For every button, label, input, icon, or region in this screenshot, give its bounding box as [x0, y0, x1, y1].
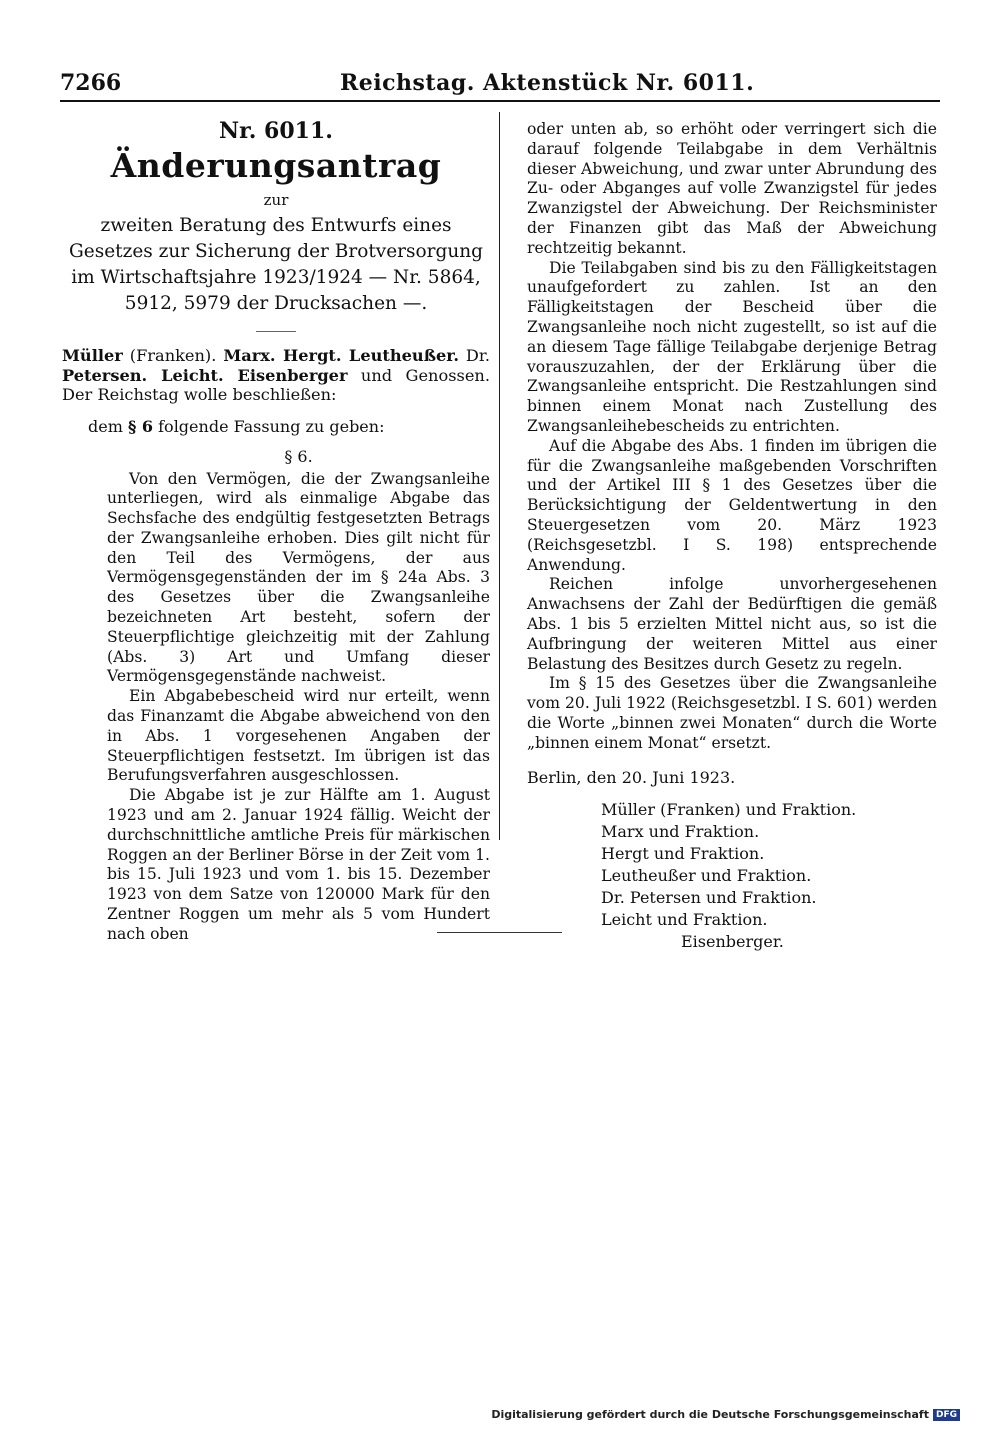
section-body: [62, 447, 490, 945]
paragraph: Reichen infolge unvorhergesehenen Anwachsens der Zahl der Bedürftigen die gemäß Abs. 1 bis 5 erzielten Mittel nicht aus, so ist die Aufbringung der weiteren Mittel aus einer Belastung des Besitzes durch Gesetz zu regeln.: [527, 575, 937, 673]
signature-date: Berlin, den 20. Juni 1923.: [527, 767, 736, 787]
movers-paragraph: [62, 346, 490, 405]
signatory: Hergt und Fraktion.: [601, 843, 765, 863]
document-zur: zur: [263, 191, 289, 209]
document-number: Nr. 6011.: [219, 118, 333, 144]
document-subject: zweiten Beratung des Entwurfs eines Gesetzes zur Sicherung der Brotversorgung im Wirtschaftsjahre 1923/1924 — Nr. 5864, 5912, 5979 der Drucksachen —.: [68, 215, 484, 314]
signatory: Dr. Petersen und Fraktion.: [601, 887, 817, 907]
left-column: [62, 110, 490, 945]
end-rule: [437, 932, 562, 933]
section-heading: § 6.: [284, 446, 313, 466]
paragraph: Die Teilabgaben sind bis zu den Fälligkeitstagen unaufgefordert zu zahlen. Ist an den Fälligkeitstagen der Bescheid über die Zwangsanleihe noch nicht zugestellt, so ist auf die an diesem Tage fällige Teilabgabe derjenige Betrag vorauszuzahlen, der der Erklärung über die Zwangsanleihe entspricht. Die Restzahlungen sind binnen einem Monat nach Zustellung des Zwangsanleihebescheids zu entrichten.: [527, 258, 937, 435]
page-number: 7266: [60, 70, 122, 96]
paragraph: Von den Vermögen, die der Zwangsanleihe unterliegen, wird als einmalige Abgabe das Sechsfache des endgültig festgesetzten Betrags der Zwangsanleihe erhoben. Dies gilt nicht für den Teil des Vermögens, der aus Vermögensgegenständen der im § 24a Abs. 3 des Gesetzes über die Zwangsanleihe bezeichneten Art besteht, sofern der Steuerpflichtige gleichzeitig mit der Zahlung (Abs. 3) Art und Umfang dieser Vermögensgegenstände nachweist.: [107, 469, 490, 686]
signatory: Müller (Franken) und Fraktion.: [601, 799, 857, 819]
title-separator: [256, 331, 296, 332]
paragraph: Auf die Abgabe des Abs. 1 finden im übrigen die für die Zwangsanleihe maßgebenden Vorschriften und der Artikel III § 1 des Gesetzes über die Berücksichtigung der Geldentwertung in den Steuergesetzen vom 20. März 1923 (Reichsgesetzbl. I S. 198) entsprechende Anwendung.: [527, 436, 937, 574]
section-ref: § 6: [127, 416, 154, 436]
mover-title: Dr.: [458, 346, 490, 365]
mover-names: Marx. Hergt. Leutheußer.: [223, 346, 459, 365]
paragraph: Die Abgabe ist je zur Hälfte am 1. August 1923 und am 2. Januar 1924 fällig. Weicht der durchschnittliche amtliche Preis für märkischen Roggen an der Berliner Börse in der Zeit vom 1. bis 15. Juli 1923 und vom 1. bis 15. Dezember 1923 von dem Satze von 120000 Mark für den Zentner Roggen um mehr als 5 vom Hundert nach oben: [107, 786, 490, 943]
paragraph: oder unten ab, so erhöht oder verringert sich die darauf folgende Teilabgabe in dem Verhältnis dieser Abweichung, und zwar unter Abrundung des Zu- oder Abganges auf volle Zwanzigstel für jedes Zwanzigstel der Abweichung. Der Reichsminister der Finanzen gibt das Maß der Abweichung rechtzeitig bekannt.: [527, 120, 937, 257]
header-rule: [60, 100, 940, 102]
paragraph: Im § 15 des Gesetzes über die Zwangsanleihe vom 20. Juli 1922 (Reichsgesetzbl. I S. 601) werden die Worte „binnen zwei Monaten“ durch die Worte „binnen einem Monat“ ersetzt.: [527, 674, 937, 752]
running-header: Reichstag. Aktenstück Nr. 6011.: [340, 70, 755, 96]
digitization-credit: [491, 1408, 960, 1421]
paragraph: Ein Abgabebescheid wird nur erteilt, wenn das Finanzamt die Abgabe abweichend von den in Abs. 1 vorgesehenen Angaben der Steuerpflichtigen festsetzt. Im übrigen ist das Berufungsverfahren ausgeschlossen.: [107, 687, 490, 785]
mover-name: Müller: [62, 346, 123, 365]
signatory: Marx und Fraktion.: [601, 821, 760, 841]
signatory: Leutheußer und Fraktion.: [601, 865, 812, 885]
resolve-text: Der Reichstag wolle beschließen:: [62, 385, 337, 404]
signatory: Eisenberger.: [681, 931, 784, 951]
credit-text: Digitalisierung gefördert durch die Deutsche Forschungsgemeinschaft: [491, 1408, 929, 1421]
mover-rest: und Genossen.: [347, 365, 490, 385]
column-divider: [499, 112, 500, 840]
right-column: [527, 120, 937, 953]
signatories-list: [527, 799, 937, 953]
mover-note: (Franken).: [122, 346, 224, 365]
mover-names: Petersen. Leicht. Eisenberger: [62, 365, 348, 385]
signatory: Leicht und Fraktion.: [601, 909, 768, 929]
document-title: Änderungsantrag: [110, 146, 442, 185]
dfg-logo-icon: DFG: [933, 1409, 960, 1421]
instruction-line: dem § 6 folgende Fassung zu geben:: [88, 416, 385, 436]
